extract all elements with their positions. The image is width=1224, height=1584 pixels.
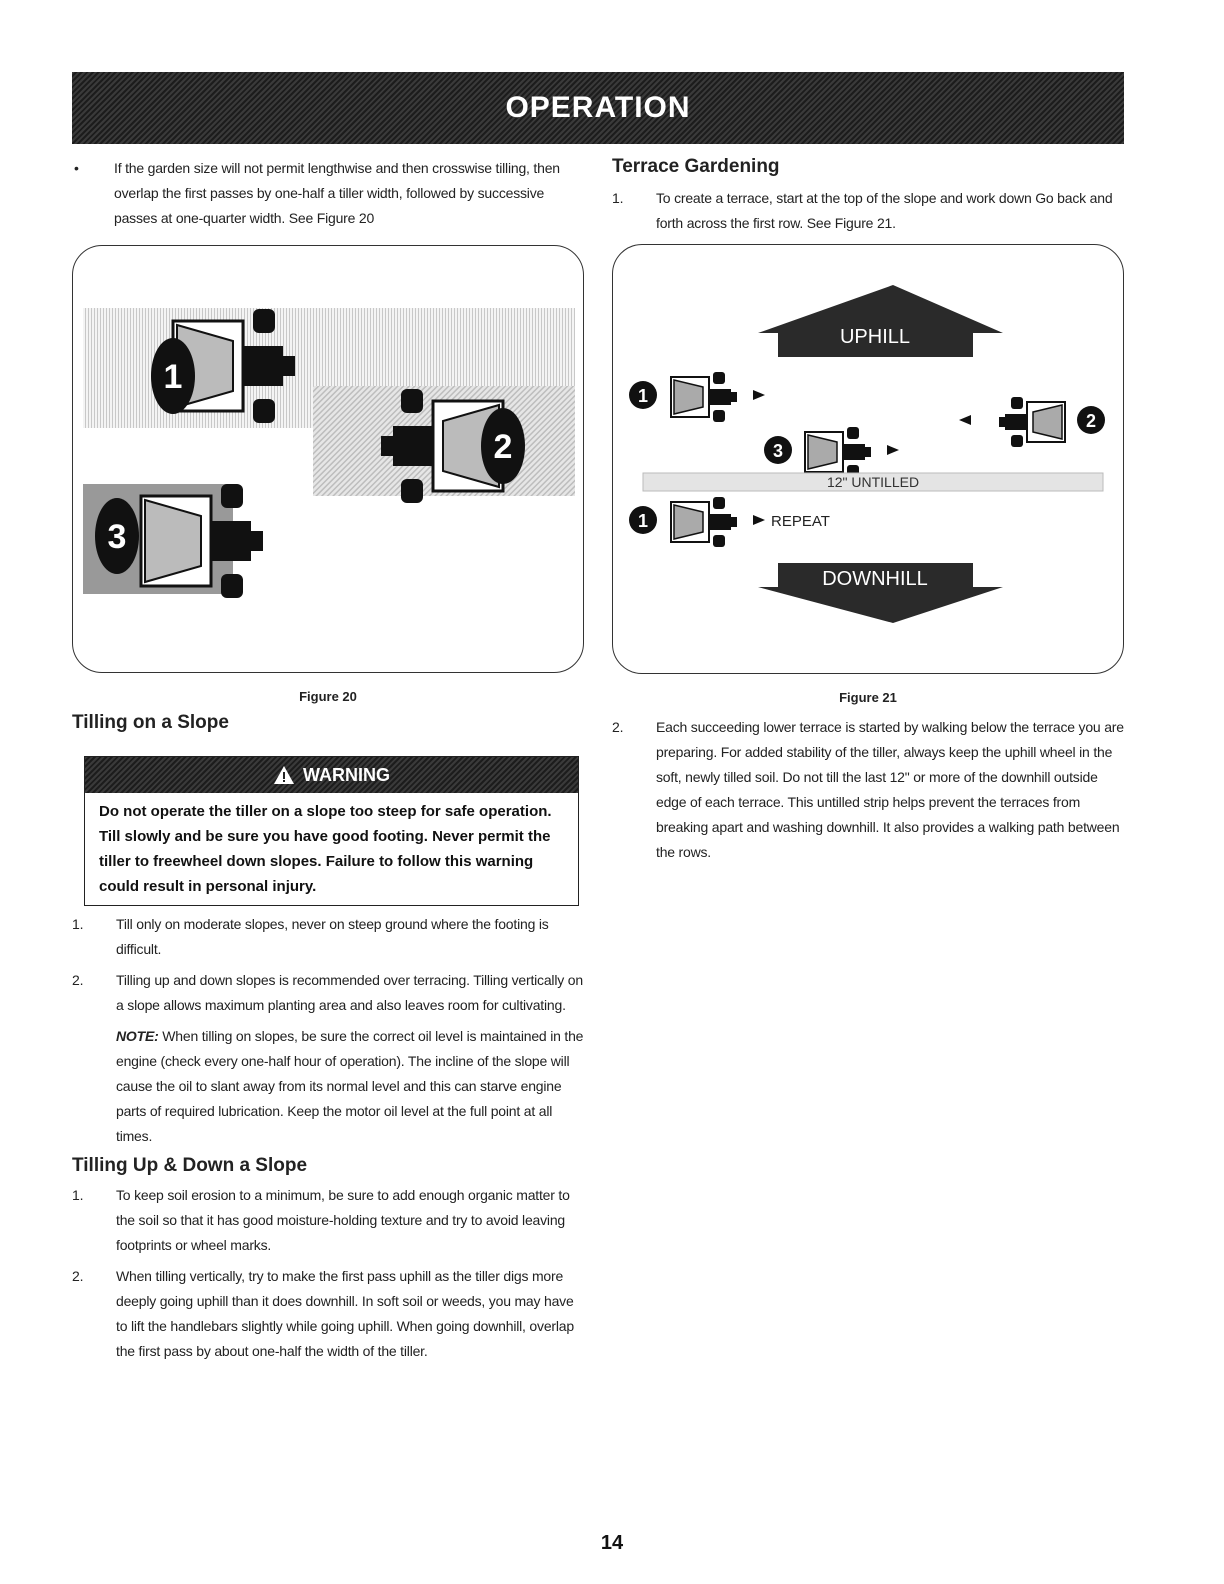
warning-header	[85, 757, 578, 793]
note-label: NOTE:	[116, 1028, 159, 1044]
direction-arrow-right	[753, 515, 765, 525]
note-text: When tilling on slopes, be sure the correct oil level is maintained in the engine (check every one-half hour of operation). The incline of the slope will cause the oil to slant away from its normal level and this can starve engine parts of required lubrication. Keep the motor oil level at the full point at all times.	[116, 1028, 584, 1144]
tiller-icon-1	[671, 372, 737, 422]
list-item	[72, 912, 584, 962]
direction-arrow-right	[887, 445, 899, 455]
figure-20-caption: Figure 20	[299, 689, 357, 704]
repeat-label: REPEAT	[771, 513, 830, 530]
note-paragraph	[72, 1024, 584, 1149]
heading-terrace-gardening: Terrace Gardening	[612, 156, 780, 177]
list-item	[72, 1183, 584, 1258]
updown-list	[72, 1183, 584, 1364]
tiller-icon-3	[141, 484, 263, 598]
list-item-number: 2.	[72, 972, 84, 988]
bullet-text: If the garden size will not permit lengthwise and then crosswise tilling, then overlap the first passes by one-half a tiller width, followed by successive passes at one-quarter width. See Figure 20	[114, 160, 560, 226]
list-item-text: Each succeeding lower terrace is started by walking below the terrace you are preparing. For added stability of the tiller, always keep the uphill wheel in the soft, newly tilled soil. Do not till the last 12" or more of the downhill outside edge of each terrace. This untilled strip helps prevent the terraces from breaking apart and washing downhill. It also provides a walking path between the rows.	[656, 719, 1124, 860]
step-label-1: 1	[637, 386, 649, 406]
step-label-2: 2	[1085, 411, 1097, 431]
step-label-1: 1	[163, 358, 183, 396]
warning-title: WARNING	[303, 764, 390, 785]
left-column	[72, 156, 584, 1370]
list-item-text: To keep soil erosion to a minimum, be sure to add enough organic matter to the soil so that it has good moisture-holding texture and try to avoid leaving footprints or wheel marks.	[116, 1187, 570, 1253]
list-item-text: Tilling up and down slopes is recommended over terracing. Tilling vertically on a slope allows maximum planting area and also leaves room for cultivating.	[116, 972, 583, 1013]
step-label-3: 3	[772, 441, 784, 461]
list-item-number: 1.	[72, 916, 84, 932]
list-item-number: 1.	[72, 1187, 84, 1203]
bullet-dot: •	[74, 160, 79, 176]
terrace-list-1	[612, 186, 1124, 236]
figure-20-illustration	[73, 246, 584, 673]
section-title: OPERATION	[505, 91, 691, 124]
figure-21	[612, 244, 1124, 674]
direction-arrow-right	[753, 390, 765, 400]
slope-list	[72, 912, 584, 1149]
list-item-text: To create a terrace, start at the top of the slope and work down Go back and forth across the first row. See Figure 21.	[656, 190, 1113, 231]
untilled-label: 12" UNTILLED	[826, 474, 920, 490]
step-label-repeat: 1	[637, 511, 649, 531]
direction-arrow-left	[959, 415, 971, 425]
list-item-text: When tilling vertically, try to make the first pass uphill as the tiller digs more deeply going uphill than it does downhill. In soft soil or weeds, you may have to lift the handlebars slightly while going uphill. When going downhill, overlap the first pass by about one-half the width of the tiller.	[116, 1268, 574, 1359]
list-item-number: 2.	[612, 719, 624, 735]
heading-tilling-on-slope: Tilling on a Slope	[72, 712, 229, 733]
section-banner	[72, 72, 1124, 144]
warning-text: Do not operate the tiller on a slope too steep for safe operation. Till slowly and be sure you have good footing. Never permit the tiller to freewheel down slopes. Failure to follow this warning could result in personal injury.	[99, 803, 552, 895]
heading-tilling-up-down: Tilling Up & Down a Slope	[72, 1155, 308, 1176]
terrace-list-2	[612, 715, 1124, 865]
list-item-number: 1.	[612, 190, 624, 206]
list-item-text: Till only on moderate slopes, never on steep ground where the footing is difficult.	[116, 916, 549, 957]
bullet-paragraph	[72, 156, 584, 231]
figure-20	[72, 245, 584, 673]
tiller-icon-repeat	[671, 497, 737, 547]
list-item	[72, 968, 584, 1018]
tiller-icon-2	[999, 397, 1065, 447]
step-label-2: 2	[493, 428, 513, 466]
figure-21-caption: Figure 21	[839, 690, 897, 705]
list-item	[72, 1264, 584, 1364]
right-column	[612, 156, 1124, 871]
step-label-3: 3	[107, 518, 127, 556]
downhill-label: DOWNHILL	[822, 568, 928, 590]
page-number: 14	[600, 1532, 624, 1554]
tiller-icon-3	[805, 427, 871, 477]
list-item-number: 2.	[72, 1268, 84, 1284]
list-item	[612, 715, 1124, 865]
figure-21-illustration	[613, 245, 1124, 674]
uphill-label: UPHILL	[839, 326, 911, 348]
warning-box	[84, 756, 579, 906]
list-item	[612, 186, 1124, 236]
warning-triangle-icon	[273, 765, 295, 785]
